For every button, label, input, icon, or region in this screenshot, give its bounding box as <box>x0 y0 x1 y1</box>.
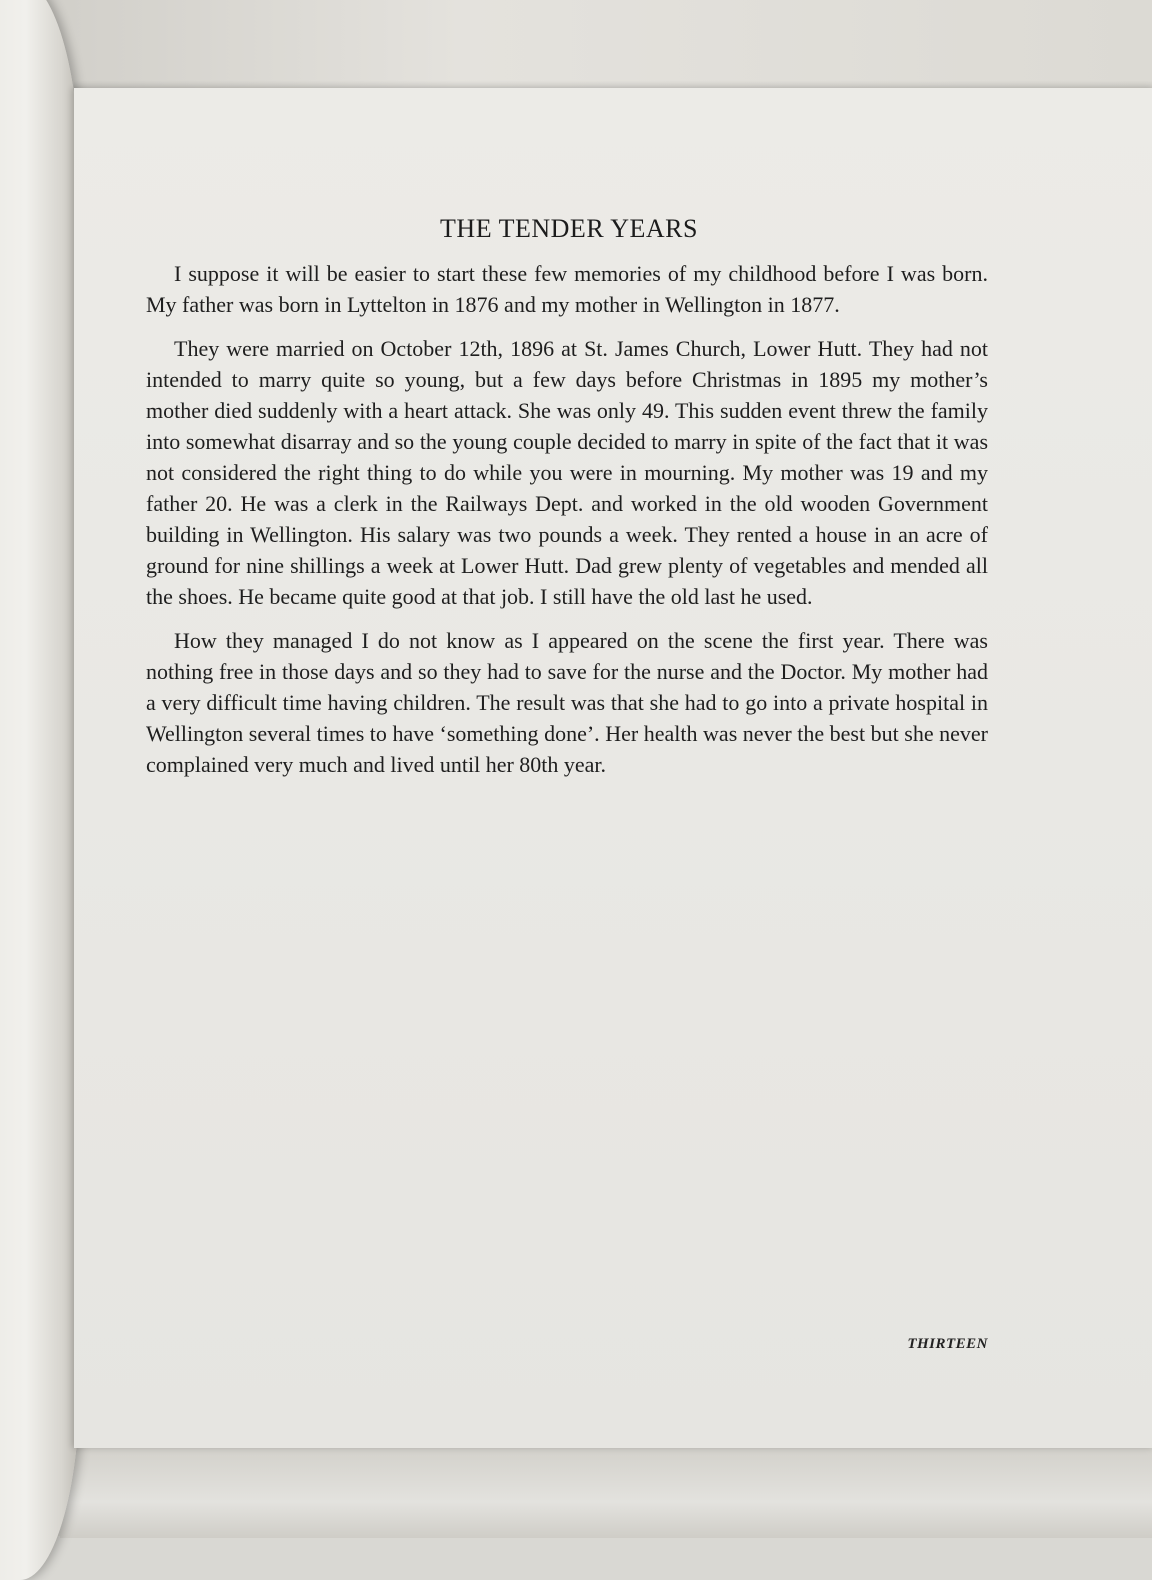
body-text <box>146 258 988 793</box>
booklet-bottom-edge <box>60 1448 1152 1538</box>
paragraph-1: I suppose it will be easier to start these few memories of my childhood before I was born. My father was born in Lyttelton in 1876 and my mother in Wellington in 1877. <box>146 261 988 317</box>
paragraph-3: How they managed I do not know as I appeared on the scene the first year. There was nothing free in those days and so they had to save for the nurse and the Doctor. My mother had a very difficult time having children. The result was that she had to go into a private hospital in Wellington several times to have ‘something done’. Her health was never the best but she never complained very much and lived until her 80th year. <box>146 628 988 777</box>
paragraph-2: They were married on October 12th, 1896 at St. James Church, Lower Hutt. They had not intended to marry quite so young, but a few days before Christmas in 1895 my mother’s mother died suddenly with a heart attack. She was only 49. This sudden event threw the family into somewhat disarray and so the young couple decided to marry in spite of the fact that it was not considered the right thing to do while you were in mourning. My mother was 19 and my father 20. He was a clerk in the Railways Dept. and worked in the old wooden Government building in Wellington. His salary was two pounds a week. They rented a house in an acre of ground for nine shillings a week at Lower Hutt. Dad grew plenty of vegetables and mended all the shoes. He became quite good at that job. I still have the old last he used. <box>146 336 988 609</box>
page-number: THIRTEEN <box>907 1336 988 1352</box>
left-page-edge <box>0 0 80 1580</box>
chapter-title: THE TENDER YEARS <box>440 214 698 243</box>
